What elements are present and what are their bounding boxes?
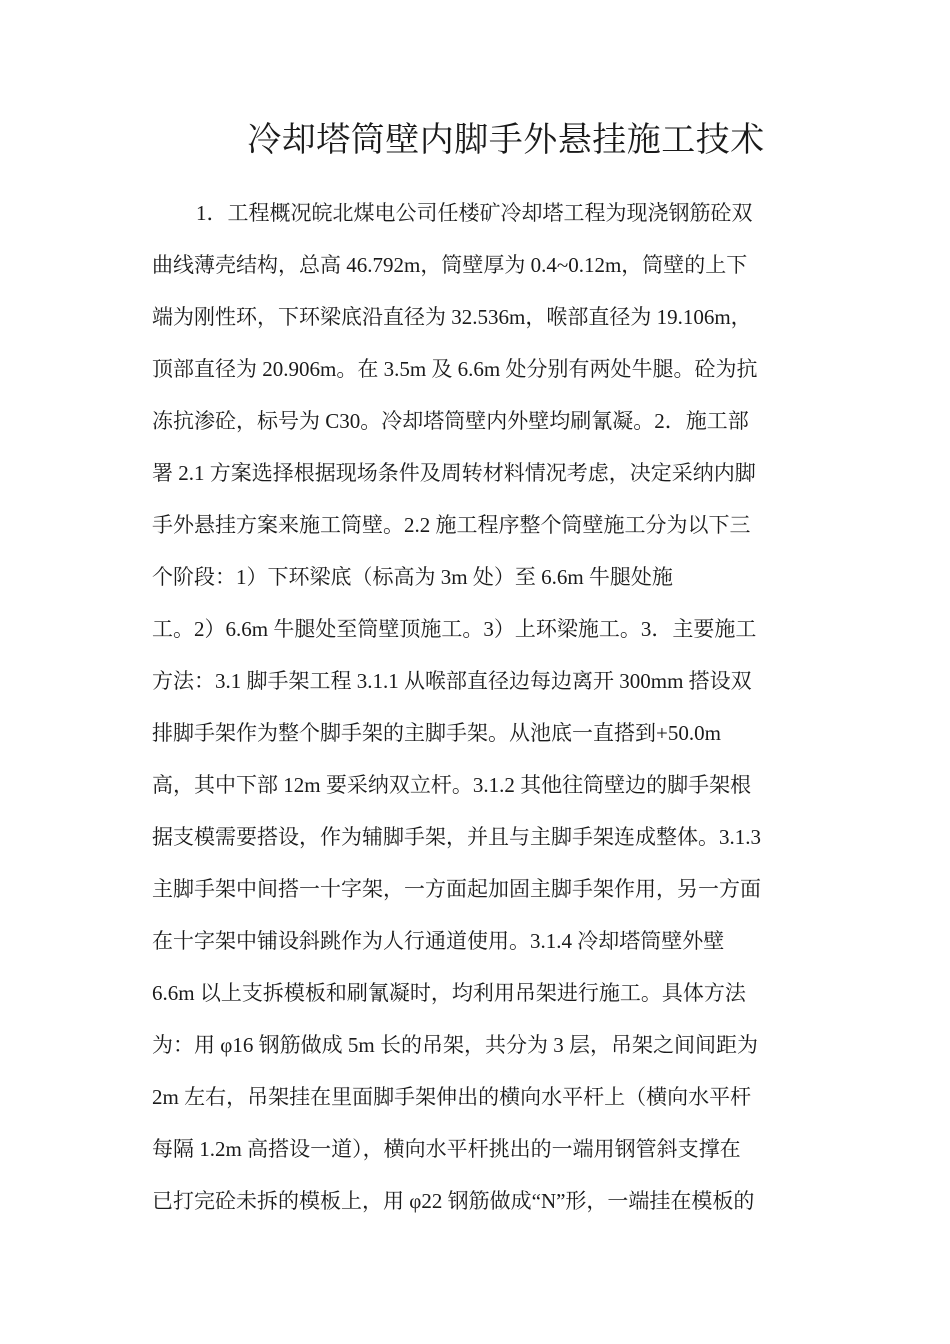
paragraph-line: 手外悬挂方案来施工筒壁。2.2 施工程序整个筒壁施工分为以下三 <box>152 513 751 537</box>
paragraph-line: 2m 左右，吊架挂在里面脚手架伸出的横向水平杆上（横向水平杆 <box>152 1085 752 1109</box>
paragraph-line: 冻抗渗砼，标号为 C30。冷却塔筒壁内外壁均刷氰凝。2．施工部 <box>152 409 749 433</box>
paragraph-line: 1．工程概况皖北煤电公司任楼矿冷却塔工程为现浇钢筋砼双 <box>196 201 753 225</box>
paragraph-line: 已打完砼未拆的模板上，用 φ22 钢筋做成“N”形，一端挂在模板的 <box>152 1189 755 1213</box>
paragraph-line: 高，其中下部 12m 要采纳双立杆。3.1.2 其他往筒壁边的脚手架根 <box>152 773 752 797</box>
paragraph-line: 工。2）6.6m 牛腿处至筒壁顶施工。3）上环梁施工。3．主要施工 <box>152 617 757 641</box>
paragraph-line: 据支模需要搭设，作为辅脚手架，并且与主脚手架连成整体。3.1.3 <box>152 825 761 849</box>
paragraph-line: 端为刚性环，下环梁底沿直径为 32.536m，喉部直径为 19.106m， <box>152 305 752 329</box>
paragraph-line: 主脚手架中间搭一十字架，一方面起加固主脚手架作用，另一方面 <box>152 877 761 901</box>
paragraph-line: 个阶段：1）下环梁底（标高为 3m 处）至 6.6m 牛腿处施 <box>152 565 673 589</box>
paragraph-line: 每隔 1.2m 高搭设一道），横向水平杆挑出的一端用钢管斜支撑在 <box>152 1137 741 1161</box>
paragraph-line: 为：用 φ16 钢筋做成 5m 长的吊架，共分为 3 层，吊架之间间距为 <box>152 1033 758 1057</box>
paragraph-line: 署 2.1 方案选择根据现场条件及周转材料情况考虑，决定采纳内脚 <box>152 461 756 485</box>
document-title: 冷却塔筒壁内脚手外悬挂施工技术 <box>247 122 765 159</box>
paragraph-line: 在十字架中铺设斜跳作为人行通道使用。3.1.4 冷却塔筒壁外壁 <box>152 929 725 953</box>
paragraph-line: 排脚手架作为整个脚手架的主脚手架。从池底一直搭到+50.0m <box>152 721 721 745</box>
paragraph-line: 方法：3.1 脚手架工程 3.1.1 从喉部直径边每边离开 300mm 搭设双 <box>152 669 752 693</box>
paragraph-line: 6.6m 以上支拆模板和刷氰凝时，均利用吊架进行施工。具体方法 <box>152 981 746 1005</box>
paragraph-line: 曲线薄壳结构，总高 46.792m，筒壁厚为 0.4~0.12m，筒壁的上下 <box>152 253 748 277</box>
paragraph-line: 顶部直径为 20.906m。在 3.5m 及 6.6m 处分别有两处牛腿。砼为抗 <box>152 357 758 381</box>
